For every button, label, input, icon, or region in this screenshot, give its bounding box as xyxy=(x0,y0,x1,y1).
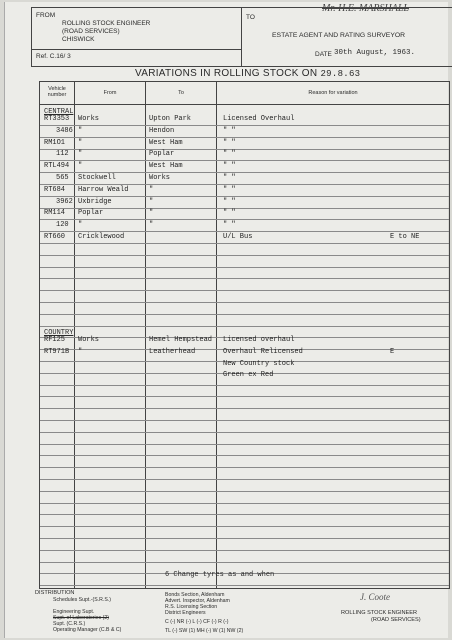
ruled-line xyxy=(40,420,449,421)
ruled-line xyxy=(40,514,449,515)
reference: Ref. C.16/ 3 xyxy=(36,53,71,60)
ruled-line xyxy=(40,326,449,327)
header-box xyxy=(31,3,452,67)
to-cell: " xyxy=(149,221,154,230)
reason-cell: Licensed Overhaul xyxy=(223,115,295,123)
vehicle-number-cell: RT3353 xyxy=(44,115,70,123)
col-divider-2 xyxy=(145,82,146,588)
to-cell: Hendon xyxy=(149,126,175,135)
col-divider-1 xyxy=(74,82,75,588)
from-cell: Cricklewood xyxy=(78,233,125,241)
to-label: TO xyxy=(246,14,255,21)
column-header-vehicle: Vehicle number xyxy=(47,86,67,98)
dist-mid-3: R.S. Licensing Section xyxy=(165,604,218,610)
vehicle-number-cell: RF125 xyxy=(44,336,66,344)
ruled-line xyxy=(40,396,449,397)
from-cell: Uxbridge xyxy=(78,197,112,206)
reason-cell: Licensed overhaul xyxy=(223,336,295,344)
vehicle-number-cell: RT660 xyxy=(44,233,66,241)
to-line-1: ESTATE AGENT AND RATING SURVEYOR xyxy=(272,32,406,39)
distribution-label: DISTRIBUTION xyxy=(35,590,75,596)
ruled-line xyxy=(40,137,449,138)
reason-cell: Overhaul Relicensed xyxy=(223,347,303,356)
ruled-line xyxy=(40,278,449,279)
reason-extra-cell: E to NE xyxy=(390,233,420,241)
header-row-rule xyxy=(40,104,449,105)
reason-cell: " " xyxy=(223,197,236,206)
title-date: 29.8.63 xyxy=(320,69,361,79)
vehicle-number-cell: 120 xyxy=(56,221,69,230)
ruled-line xyxy=(40,125,449,126)
reason-cell: " " xyxy=(223,150,236,159)
dist-mid-4: District Engineers xyxy=(165,610,206,616)
to-cell: Upton Park xyxy=(149,115,192,123)
section-country: COUNTRY xyxy=(44,329,74,337)
to-cell: Poplar xyxy=(149,150,175,159)
from-cell: Stockwell xyxy=(78,174,116,182)
ruled-line xyxy=(40,562,449,563)
dist-mid-5: C (-) NR (-) L (-) CF (-) R (-) xyxy=(165,619,229,625)
header-divider xyxy=(241,8,242,66)
vehicle-number-cell: 112 xyxy=(56,150,69,159)
ruled-line xyxy=(40,432,449,433)
reason-extra-cell: E xyxy=(390,347,395,356)
ruled-line xyxy=(40,160,449,161)
ruled-line xyxy=(40,479,449,480)
vehicle-number-cell: 3486 xyxy=(56,126,73,135)
ruled-line xyxy=(40,455,449,456)
reason-cell: " " xyxy=(223,162,236,171)
from-line-1: ROLLING STOCK ENGINEER xyxy=(62,20,151,27)
dist-left-1: Schedules Supt.-(S.R.S.) xyxy=(53,597,111,603)
from-cell: " xyxy=(78,347,83,356)
section-central: CENTRAL xyxy=(44,108,74,116)
col-divider-3 xyxy=(216,82,217,588)
ruled-line xyxy=(40,538,449,539)
reason-cell: " " xyxy=(223,174,236,182)
signatory-line-1: ROLLING STOCK ENGINEER xyxy=(341,610,418,616)
ruled-line xyxy=(40,243,449,244)
from-cell: " xyxy=(78,221,83,230)
tyre-footnote: 6 Change tyres as and when xyxy=(165,571,275,579)
vehicle-number-cell: RM1O1 xyxy=(44,138,66,147)
from-cell: " xyxy=(78,138,83,147)
column-header-from: From xyxy=(103,90,117,96)
reason-cell: U/L Bus xyxy=(223,233,253,241)
from-cell: " xyxy=(78,162,83,171)
variations-table xyxy=(39,81,450,589)
reason-cell: Green ex Red xyxy=(223,371,274,380)
ruled-line xyxy=(40,550,449,551)
ruled-line xyxy=(40,231,449,232)
to-cell: " xyxy=(149,197,154,206)
to-cell: Hemel Hempstead xyxy=(149,336,213,344)
ruled-line xyxy=(40,503,449,504)
dist-mid-6: TL (-) SW (1) MH (-) W (1) NW (2) xyxy=(165,628,244,634)
to-cell: " xyxy=(149,185,154,194)
vehicle-number-cell: RT684 xyxy=(44,185,66,194)
ruled-line xyxy=(40,314,449,315)
vehicle-number-cell: 3962 xyxy=(56,197,73,206)
to-cell: West Ham xyxy=(149,138,183,147)
from-line-3: CHISWICK xyxy=(62,36,95,43)
reason-cell: " " xyxy=(223,185,236,194)
reason-cell: New Country stock xyxy=(223,359,295,368)
from-label: FROM xyxy=(36,12,56,19)
ruled-line xyxy=(40,526,449,527)
dist-left-5: Operating Manager (C.B & C) xyxy=(53,627,122,633)
handwritten-addressee: Mr. H.E. MARSHALL xyxy=(322,3,409,14)
dist-mid-1: Bonds Section, Aldenham xyxy=(165,592,225,598)
document-sheet xyxy=(4,2,448,638)
dist-left-3: Supt. of Laboratories (2) xyxy=(53,615,109,621)
ruled-line xyxy=(40,491,449,492)
to-cell: " xyxy=(149,209,154,218)
ruled-line xyxy=(40,149,449,150)
date-value: 30th August, 1963. xyxy=(334,49,416,57)
ruled-line xyxy=(40,255,449,256)
signatory-line-2: (ROAD SERVICES) xyxy=(371,617,421,623)
from-cell: Poplar xyxy=(78,209,104,218)
ruled-line xyxy=(40,267,449,268)
reason-cell: " " xyxy=(223,209,236,218)
ruled-line xyxy=(40,219,449,220)
reason-cell: " " xyxy=(223,126,236,135)
column-header-reason: Reason for variation xyxy=(308,90,358,96)
from-cell: " xyxy=(78,150,83,159)
vehicle-number-cell: RTL494 xyxy=(44,162,70,171)
dist-left-2: Engineering Supt. xyxy=(53,609,95,615)
vehicle-number-cell: RT971B xyxy=(44,347,70,356)
ruled-line xyxy=(40,585,449,586)
to-cell: West Ham xyxy=(149,162,183,171)
vehicle-number-cell: RM114 xyxy=(44,209,66,218)
ruled-line xyxy=(40,385,449,386)
from-cell: Works xyxy=(78,115,100,123)
ruled-line xyxy=(40,467,449,468)
reason-cell: " " xyxy=(223,221,236,230)
from-cell: " xyxy=(78,126,83,135)
document-title xyxy=(135,68,360,79)
ruled-line xyxy=(40,172,449,173)
ruled-line xyxy=(40,290,449,291)
from-cell: Works xyxy=(78,336,100,344)
ruled-line xyxy=(40,302,449,303)
vehicle-number-cell: 565 xyxy=(56,174,69,182)
column-header-to: To xyxy=(178,90,184,96)
dist-left-4: Supt. (C.R.S.) xyxy=(53,621,86,627)
dist-mid-2: Advert. Inspector, Aldenham xyxy=(165,598,230,604)
ruled-line xyxy=(40,444,449,445)
title-text: VARIATIONS IN ROLLING STOCK ON xyxy=(135,68,318,79)
reason-cell: " " xyxy=(223,138,236,147)
header-rule xyxy=(32,49,241,50)
date-label: DATE xyxy=(315,51,332,58)
from-cell: Harrow Weald xyxy=(78,185,129,194)
signature: J. Coote xyxy=(360,592,390,602)
ruled-line xyxy=(40,408,449,409)
to-cell: Leatherhead xyxy=(149,347,196,356)
from-line-2: (ROAD SERVICES) xyxy=(62,28,120,35)
to-cell: Works xyxy=(149,174,171,182)
